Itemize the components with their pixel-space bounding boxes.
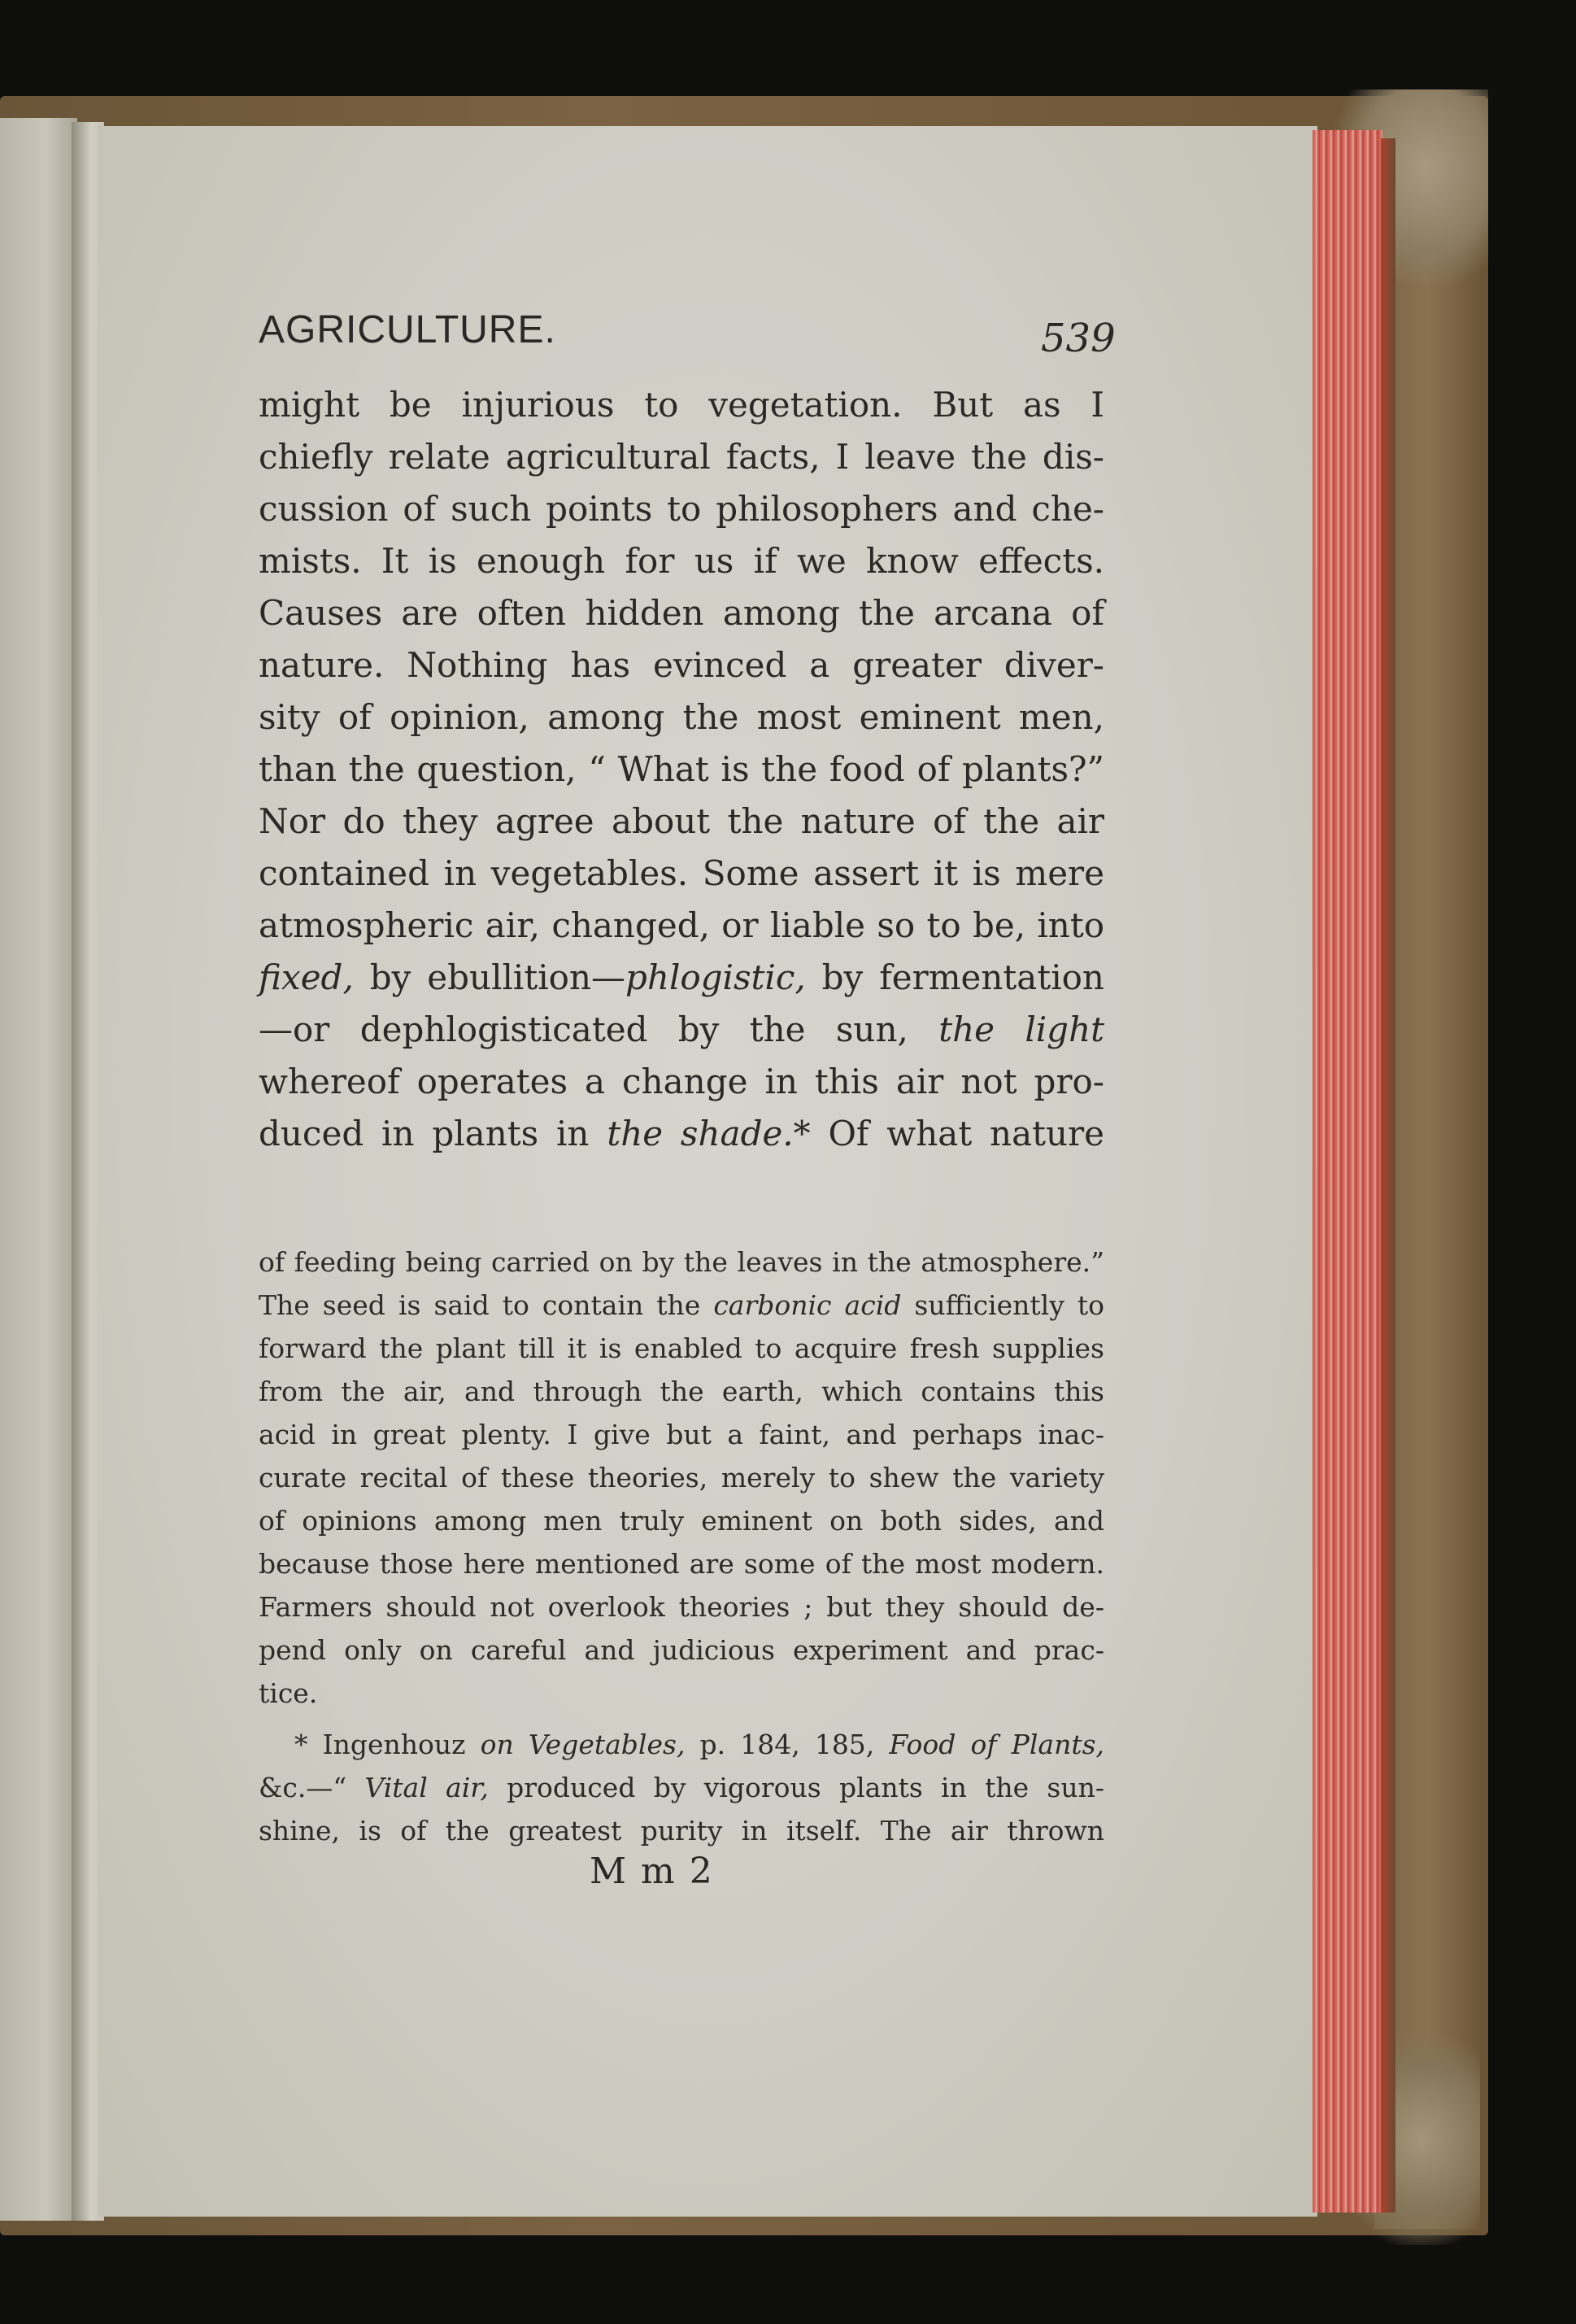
footnote-line: of feeding being carried on by the leaves in the atmosphere.” [259,1246,1104,1278]
page-number: 539 [1041,316,1116,361]
italic-text: the light [938,1009,1104,1049]
page-edge-shadow [1381,138,1395,2213]
italic-text: Vital air, [364,1772,489,1803]
text-line: Nor do they agree about the nature of the air [259,801,1104,841]
running-title: AGRICULTURE. [259,308,556,351]
red-page-edges [1313,130,1382,2213]
text-line: whereof operates a change in this air not pro- [259,1062,1104,1101]
footnote-line: from the air, and through the earth, which contains this [259,1376,1104,1407]
text-line: sity of opinion, among the most eminent men, [259,697,1104,737]
signature-mark: M m 2 [590,1851,714,1892]
text-line: Causes are often hidden among the arcana of [259,593,1104,633]
italic-text: carbonic acid [713,1289,902,1321]
text-line: cussion of such points to philosophers and che- [259,489,1104,529]
footnote-line: The seed is said to contain the carbonic acid sufficiently to [259,1289,1104,1321]
italic-text: fixed, [259,957,354,997]
footnote-line: Farmers should not overlook theories ; but they should de- [259,1591,1104,1623]
text-line: contained in vegetables. Some assert it is mere [259,853,1104,893]
footnotes [259,1240,1104,1852]
text-line: nature. Nothing has evinced a greater diver- [259,645,1104,685]
italic-text: on Vegetables, [480,1729,686,1760]
footnote-line: acid in great plenty. I give but a faint, and perhaps inac- [259,1419,1104,1450]
footnote-line: pend only on careful and judicious experiment and prac- [259,1634,1104,1666]
text-line: chiefly relate agricultural facts, I leave the dis- [259,437,1104,477]
italic-text: Food of Plants, [889,1729,1105,1760]
text-line: than the question, “ What is the food of plants?” [259,749,1104,789]
footnote-line: forward the plant till it is enabled to acquire fresh supplies [259,1332,1104,1364]
footnote-line: because those here mentioned are some of the most modern. [259,1548,1104,1580]
text-line: —or dephlogisticated by the sun, the light [259,1009,1104,1049]
main-text [259,379,1104,1160]
footnote-line: tice. [259,1677,318,1709]
footnote-line: &c.—“ Vital air, produced by vigorous plants in the sun- [259,1772,1104,1803]
facing-page [0,118,77,2221]
footnote-line: of opinions among men truly eminent on both sides, and [259,1505,1104,1537]
text-line: duced in plants in the shade.* Of what nature [259,1114,1104,1153]
footnote-line: curate recital of these theories, merely to shew the variety [259,1462,1104,1493]
text-line: mists. It is enough for us if we know effects. [259,541,1104,581]
text-line: atmospheric air, changed, or liable so to be, into [259,905,1104,945]
footnote-line: shine, is of the greatest purity in itself. The air thrown [259,1815,1104,1847]
text-line: fixed, by ebullition—phlogistic, by fermentation [259,957,1104,997]
text-line: might be injurious to vegetation. But as I [259,385,1104,425]
italic-text: phlogistic, [625,957,806,997]
italic-text: the shade. [607,1114,794,1153]
footnote-line: * Ingenhouz on Vegetables, p. 184, 185, Food of Plants, [294,1729,1105,1760]
